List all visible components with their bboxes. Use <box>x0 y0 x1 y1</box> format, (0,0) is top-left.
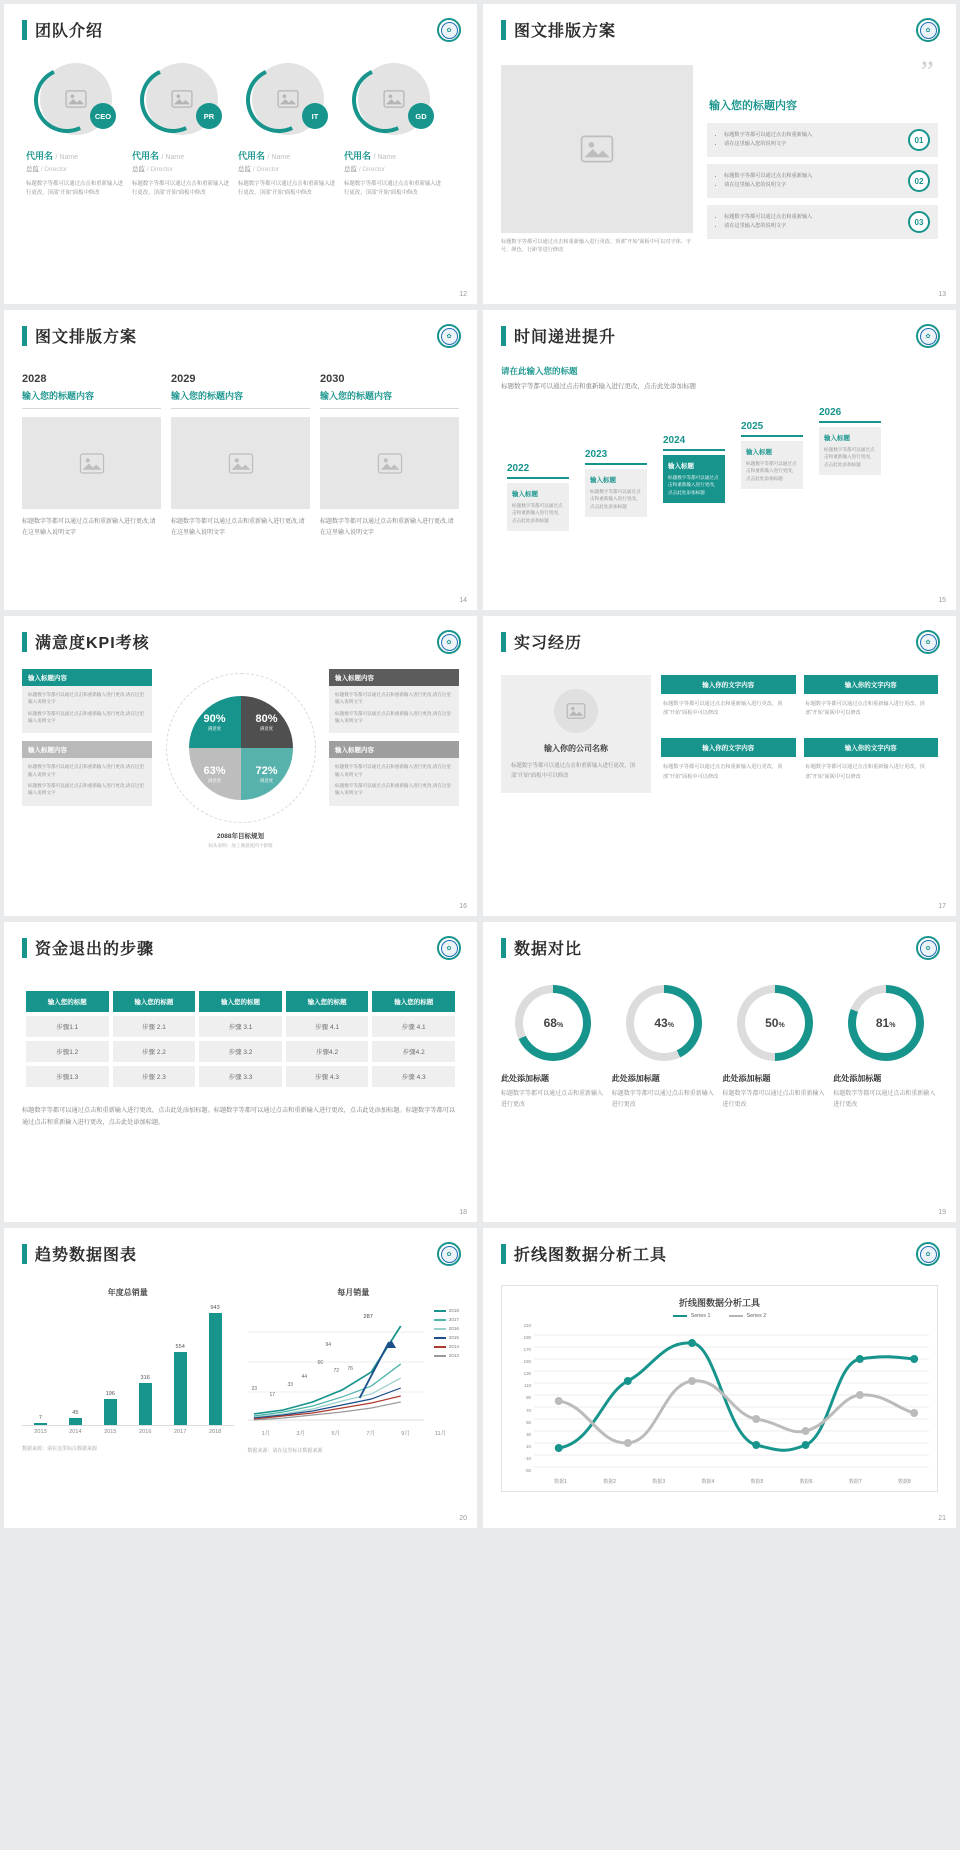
slide-number: 18 <box>459 1209 467 1216</box>
slide-header <box>22 936 459 959</box>
year-column <box>171 373 310 539</box>
slide-number: 12 <box>459 291 467 298</box>
brand-logo-icon: ✿ <box>437 18 461 42</box>
y-tick: -10 <box>524 1455 531 1461</box>
cell-body: 标题数字等都可以通过点击和重新输入进行更改，顶部“开始”面板中可以修改 <box>663 764 783 780</box>
experience-cell <box>661 738 796 793</box>
step-year: 2026 <box>819 406 842 418</box>
pie-note: 2088年目标规划 <box>217 833 264 840</box>
experience-cell <box>804 675 939 730</box>
brand-logo-icon: ✿ <box>437 1242 461 1266</box>
member-description: 标题数字等都可以通过点击和重新输入进行更改，顶部“开始”面板中修改 <box>26 181 124 197</box>
bar-item: 45 <box>63 1302 88 1425</box>
y-tick: 70 <box>526 1407 531 1413</box>
team-member <box>238 63 338 198</box>
table-cell: 步骤 3.3 <box>199 1066 282 1087</box>
kpi-box <box>22 741 152 805</box>
table-cell: 步骤 4.3 <box>286 1066 369 1087</box>
x-tick: 数据8 <box>898 1479 911 1485</box>
bar-item: 554 <box>168 1302 193 1425</box>
y-tick: 170 <box>523 1347 531 1353</box>
x-tick: 数据7 <box>848 1479 862 1485</box>
step-title: 输入标题 <box>746 448 772 456</box>
column-subtitle: 输入您的标题内容 <box>171 391 244 401</box>
table-cell: 步骤 2.2 <box>113 1041 196 1062</box>
title-accent-bar <box>22 938 27 958</box>
legend-entry: 2018 <box>434 1308 459 1313</box>
donut-desc: 标题数字等都可以通过点击和重新输入进行更改 <box>722 1091 825 1108</box>
title-accent-bar <box>501 632 506 652</box>
kpi-box <box>329 741 459 805</box>
donut-item <box>501 985 606 1111</box>
item-number: 03 <box>908 211 930 233</box>
team-member-list <box>22 63 459 198</box>
list-item <box>707 164 938 198</box>
cell-title: 输入你的文字内容 <box>804 738 939 757</box>
y-tick: 130 <box>523 1371 531 1377</box>
legend-entry: 2015 <box>434 1335 459 1340</box>
member-description: 标题数字等都可以通过点击和重新输入进行更改，顶部“开始”面板中修改 <box>238 181 336 197</box>
image-caption: 标题数字等都可以通过点击和重新输入进行更改，顶部“开始”面板中可以对字体、字号、颜色、行距等进行修改 <box>501 239 692 254</box>
x-tick: 11月 <box>434 1431 447 1437</box>
step-desc: 标题数字等都可以通过点击和重新输入进行更改，点击此处添加标题 <box>590 488 641 510</box>
y-tick: 50 <box>526 1419 531 1425</box>
member-badge: PR <box>196 103 222 129</box>
item-line: • 请在这里输入您的说明文字 <box>724 222 900 231</box>
legend-entry: 2014 <box>434 1344 459 1349</box>
brand-logo-icon: ✿ <box>916 1242 940 1266</box>
image-placeholder <box>501 65 693 233</box>
company-description: 标题数字等都可以通过点击和重新输入进行更改，顶部“开始”面板中可以修改 <box>511 763 635 779</box>
x-tick: 1月 <box>261 1431 271 1437</box>
brand-logo-icon: ✿ <box>437 630 461 654</box>
step-desc: 标题数字等都可以通过点击和重新输入进行更改，点击此处添加标题 <box>824 446 875 468</box>
slide-fund-exit-steps <box>4 922 477 1222</box>
page-title: 图文排版方案 <box>35 329 138 346</box>
column-subtitle: 输入您的标题内容 <box>320 391 393 401</box>
lead-block <box>501 365 938 393</box>
pie-subnote: 标头说明：加工满意度四个饼图 <box>208 843 273 848</box>
step-desc: 标题数字等都可以通过点击和重新输入进行更改，点击此处添加标题 <box>746 460 797 482</box>
kpi-line: 标题数字等都可以通过点击和重新输入进行更改,请在这里输入说明文字 <box>28 783 145 796</box>
x-tick: 2015 <box>104 1429 117 1435</box>
slide-number: 20 <box>459 1515 467 1522</box>
donut-desc: 标题数字等都可以通过点击和重新输入进行更改 <box>833 1091 936 1108</box>
item-line: • 标题数字等都可以通过点击和重新输入 <box>724 213 900 222</box>
table-cell: 步骤4.2 <box>286 1041 369 1062</box>
x-tick: 数据6 <box>799 1479 813 1485</box>
year-label: 2030 <box>320 373 345 385</box>
donut-title: 此处添加标题 <box>722 1074 771 1083</box>
column-subtitle: 输入您的标题内容 <box>22 391 95 401</box>
line-chart <box>534 1323 929 1473</box>
x-tick: 2013 <box>34 1429 47 1435</box>
image-placeholder <box>320 417 459 509</box>
kpi-box <box>22 669 152 733</box>
column-text: 标题数字等都可以通过点击和重新输入进行更改,请在这里输入说明文字 <box>22 519 156 536</box>
bar-item: 943 <box>203 1302 228 1425</box>
member-description: 标题数字等都可以通过点击和重新输入进行更改，顶部“开始”面板中修改 <box>132 181 230 197</box>
item-line: • 标题数字等都可以通过点击和重新输入 <box>724 172 900 181</box>
donut-item <box>833 985 938 1111</box>
kpi-pie-chart <box>156 669 325 849</box>
page-title: 满意度KPI考核 <box>35 635 150 652</box>
chart-title: 折线图数据分析工具 <box>678 1298 760 1308</box>
slide-internship <box>483 616 956 916</box>
slide-header <box>501 324 938 347</box>
brand-logo-icon: ✿ <box>916 324 940 348</box>
kpi-box-title: 输入标题内容 <box>22 741 152 758</box>
item-number: 01 <box>908 129 930 151</box>
company-name: 输入你的公司名称 <box>544 744 608 753</box>
member-description: 标题数字等都可以通过点击和重新输入进行更改，顶部“开始”面板中修改 <box>344 181 442 197</box>
step-desc: 标题数字等都可以通过点击和重新输入进行更改，点击此处添加标题 <box>512 502 563 524</box>
slide-data-comparison <box>483 922 956 1222</box>
slide-kpi-satisfaction <box>4 616 477 916</box>
year-column <box>22 373 161 539</box>
slide-number: 13 <box>938 291 946 298</box>
donut-chart: 43% <box>626 985 702 1061</box>
member-role: 总监 / Director <box>26 166 68 173</box>
step-title: 输入标题 <box>512 490 538 498</box>
kpi-box <box>329 669 459 733</box>
team-member <box>132 63 232 198</box>
image-placeholder <box>171 417 310 509</box>
timeline-step <box>741 421 803 489</box>
page-title: 资金退出的步骤 <box>35 941 155 958</box>
table-cell: 步骤 3.1 <box>199 1016 282 1037</box>
page-title: 折线图数据分析工具 <box>514 1247 668 1264</box>
item-line: • 请在这里输入您的说明文字 <box>724 140 900 149</box>
kpi-line: 标题数字等都可以通过点击和重新输入进行更改,请在这里输入说明文字 <box>28 710 145 724</box>
x-tick: 数据5 <box>750 1479 764 1485</box>
legend-entry: 2013 <box>434 1353 459 1358</box>
step-year: 2023 <box>585 448 608 460</box>
slide-header <box>501 18 938 41</box>
kpi-line: 标题数字等都可以通过点击和重新输入进行更改,请在这里输入说明文字 <box>28 764 145 777</box>
section-heading: 输入您的标题内容 <box>709 100 797 112</box>
chart-x-axis <box>510 1478 929 1485</box>
x-tick: 2018 <box>208 1429 222 1435</box>
slide-number: 16 <box>459 903 467 910</box>
year-column <box>320 373 459 539</box>
legend-entry: Series 1 <box>673 1313 711 1319</box>
cell-body: 标题数字等都可以通过点击和重新输入进行更改，顶部“开始”面板中可以修改 <box>805 701 925 717</box>
slide-header <box>22 630 459 653</box>
list-item <box>707 123 938 157</box>
slide-header <box>501 936 938 959</box>
cell-body: 标题数字等都可以通过点击和重新输入进行更改，顶部“开始”面板中可以修改 <box>805 764 925 780</box>
brand-logo-icon: ✿ <box>916 18 940 42</box>
column-header: 输入您的标题 <box>372 991 455 1012</box>
slide-number: 17 <box>938 903 946 910</box>
kpi-line: 标题数字等都可以通过点击和重新输入进行更改,请在这里输入说明文字 <box>28 692 145 705</box>
table-note: 标题数字等都可以通过点击和重新输入进行更改，点击此处添加标题。标题数字等都可以通过点击和重新输入进行更改，点击此处添加标题。标题数字等都可以通过点击和重新输入进行更改，点击此处添加标题。 <box>22 1107 456 1126</box>
slide-timeline-progress <box>483 310 956 610</box>
image-placeholder <box>22 417 161 509</box>
table-cell: 步骤1.3 <box>26 1066 109 1087</box>
member-role: 总监 / Director <box>132 166 174 173</box>
team-member <box>344 63 444 198</box>
kpi-line: 标题数字等都可以通过点击和重新输入进行更改,请在这里输入说明文字 <box>335 692 452 705</box>
page-title: 团队介绍 <box>35 23 104 40</box>
chart-source: 数据来源：请在这里标注数据来源 <box>22 1446 98 1452</box>
timeline-step <box>585 449 647 517</box>
timeline-step <box>819 407 881 475</box>
kpi-box-title: 输入标题内容 <box>329 741 459 758</box>
legend-entry: 2016 <box>434 1326 459 1331</box>
chart-source: 数据来源：请在这里标注数据来源 <box>247 1448 323 1454</box>
title-accent-bar <box>501 938 506 958</box>
kpi-right-column <box>329 669 459 849</box>
x-tick: 数据4 <box>701 1479 715 1485</box>
member-name: 代用名 / Name <box>132 151 185 161</box>
donut-chart: 68% <box>515 985 591 1061</box>
timeline-step <box>507 463 569 531</box>
steps-table <box>22 987 459 1091</box>
slide-header <box>22 324 459 347</box>
table-cell: 步骤 4.1 <box>372 1016 455 1037</box>
chart-legend <box>510 1313 929 1319</box>
kpi-box-title: 输入标题内容 <box>329 669 459 686</box>
title-accent-bar <box>22 20 27 40</box>
member-name: 代用名 / Name <box>26 151 79 161</box>
cell-body: 标题数字等都可以通过点击和重新输入进行更改，顶部“开始”面板中可以修改 <box>663 701 783 717</box>
quote-mark-icon: ” <box>920 55 934 88</box>
experience-cell <box>804 738 939 793</box>
page-title: 趋势数据图表 <box>35 1247 138 1264</box>
chart-title: 每月销量 <box>337 1288 370 1297</box>
donut-chart: 50% <box>737 985 813 1061</box>
chart-title: 年度总销量 <box>107 1288 148 1297</box>
title-accent-bar <box>22 1244 27 1264</box>
table-row <box>26 1016 455 1037</box>
kpi-line: 标题数字等都可以通过点击和重新输入进行更改,请在这里输入说明文字 <box>335 764 452 777</box>
cell-title: 输入你的文字内容 <box>661 738 796 757</box>
slide-number: 21 <box>938 1515 946 1522</box>
bar-chart <box>22 1302 234 1426</box>
y-tick: 30 <box>526 1431 531 1437</box>
x-tick: 2014 <box>69 1429 82 1435</box>
page-title: 时间递进提升 <box>514 329 617 346</box>
member-badge: CEO <box>90 103 116 129</box>
x-tick: 7月 <box>366 1431 376 1437</box>
x-tick: 5月 <box>331 1431 341 1437</box>
chart-container <box>501 1285 938 1492</box>
member-role: 总监 / Director <box>238 166 280 173</box>
table-row <box>26 1041 455 1062</box>
y-tick: 210 <box>523 1323 531 1328</box>
cell-title: 输入你的文字内容 <box>661 675 796 694</box>
kpi-left-column <box>22 669 152 849</box>
bar-chart-panel <box>22 1287 234 1454</box>
donut-item <box>612 985 717 1111</box>
slide-trend-charts <box>4 1228 477 1528</box>
pie-quadrant: 90% 满意度 <box>189 696 241 748</box>
table-cell: 步骤 4.3 <box>372 1066 455 1087</box>
step-title: 输入标题 <box>590 476 616 484</box>
list-item <box>707 205 938 239</box>
bar-item: 316 <box>133 1302 158 1425</box>
title-accent-bar <box>501 20 506 40</box>
item-line: • 标题数字等都可以通过点击和重新输入 <box>724 131 900 140</box>
kpi-line: 标题数字等都可以通过点击和重新输入进行更改,请在这里输入说明文字 <box>335 783 452 796</box>
column-text: 标题数字等都可以通过点击和重新输入进行更改,请在这里输入说明文字 <box>320 519 454 536</box>
member-name: 代用名 / Name <box>238 151 291 161</box>
experience-cell <box>661 675 796 730</box>
slide-header <box>501 1242 938 1265</box>
title-accent-bar <box>501 1244 506 1264</box>
cell-title: 输入你的文字内容 <box>804 675 939 694</box>
y-tick: -30 <box>524 1467 531 1473</box>
table-cell: 步骤 4.1 <box>286 1016 369 1037</box>
table-cell: 步骤4.2 <box>372 1041 455 1062</box>
slide-layout-plan-a <box>483 4 956 304</box>
table-cell: 步骤 3.2 <box>199 1041 282 1062</box>
title-accent-bar <box>22 632 27 652</box>
bar-x-axis <box>22 1426 234 1435</box>
y-tick: 90 <box>526 1395 531 1401</box>
x-tick: 数据1 <box>554 1479 567 1485</box>
kpi-line: 标题数字等都可以通过点击和重新输入进行更改,请在这里输入说明文字 <box>335 710 452 724</box>
company-card <box>501 675 651 793</box>
column-header: 输入您的标题 <box>199 991 282 1012</box>
step-year: 2022 <box>507 462 530 474</box>
step-title: 输入标题 <box>668 462 694 470</box>
title-accent-bar <box>501 326 506 346</box>
column-header: 输入您的标题 <box>26 991 109 1012</box>
donut-desc: 标题数字等都可以通过点击和重新输入进行更改 <box>611 1091 714 1108</box>
lead-text: 标题数字等都可以通过点击和重新输入进行更改，点击此处添加标题 <box>501 383 696 390</box>
x-tick: 数据2 <box>603 1479 617 1485</box>
y-tick: 150 <box>523 1359 531 1365</box>
y-tick: 190 <box>523 1335 531 1341</box>
chart-legend <box>434 1308 459 1362</box>
column-header: 输入您的标题 <box>286 991 369 1012</box>
company-image-placeholder-icon <box>554 689 598 733</box>
kpi-box-title: 输入标题内容 <box>22 669 152 686</box>
brand-logo-icon: ✿ <box>916 936 940 960</box>
item-number: 02 <box>908 170 930 192</box>
slide-number: 19 <box>938 1209 946 1216</box>
step-year: 2025 <box>741 420 764 432</box>
donut-chart: 81% <box>848 985 924 1061</box>
slide-header <box>501 630 938 653</box>
slide-line-chart-tool <box>483 1228 956 1528</box>
title-accent-bar <box>22 326 27 346</box>
slide-number: 15 <box>938 597 946 604</box>
donut-item <box>723 985 828 1111</box>
table-cell: 步骤1.2 <box>26 1041 109 1062</box>
donut-title: 此处添加标题 <box>833 1074 882 1083</box>
donut-title: 此处添加标题 <box>611 1074 660 1083</box>
team-member <box>26 63 126 198</box>
member-name: 代用名 / Name <box>344 151 397 161</box>
x-tick: 数据3 <box>652 1479 666 1485</box>
x-tick: 3月 <box>296 1431 306 1437</box>
page-title: 数据对比 <box>514 941 583 958</box>
step-title: 输入标题 <box>824 434 850 442</box>
brand-logo-icon: ✿ <box>437 936 461 960</box>
slide-layout-plan-b <box>4 310 477 610</box>
y-tick: 10 <box>526 1443 531 1449</box>
brand-logo-icon: ✿ <box>916 630 940 654</box>
lead-heading: 请在此输入您的标题 <box>501 366 578 376</box>
legend-entry: Series 2 <box>729 1313 767 1319</box>
donut-title: 此处添加标题 <box>501 1074 549 1083</box>
step-year: 2024 <box>663 434 686 446</box>
timeline-step-active <box>663 435 725 503</box>
donut-group <box>501 985 938 1111</box>
column-header: 输入您的标题 <box>113 991 196 1012</box>
line-chart-panel <box>248 1287 460 1454</box>
slide-number: 14 <box>459 597 467 604</box>
timeline-steps <box>501 397 938 537</box>
item-line: • 请在这里输入您的说明文字 <box>724 181 900 190</box>
column-text: 标题数字等都可以通过点击和重新输入进行更改,请在这里输入说明文字 <box>171 519 305 536</box>
pie-quadrant: 72% 满意度 <box>241 748 293 800</box>
table-cell: 步骤 2.3 <box>113 1066 196 1087</box>
table-header-row <box>26 991 455 1012</box>
member-badge: GD <box>408 103 434 129</box>
x-tick: 2017 <box>173 1429 187 1435</box>
slide-header <box>22 18 459 41</box>
line-chart: 23 17 33 44 66 72 76 94 287 2018 2017 2016 2015 2014 2013 <box>248 1302 460 1426</box>
member-role: 总监 / Director <box>344 166 386 173</box>
slide-header <box>22 1242 459 1265</box>
table-row <box>26 1066 455 1087</box>
year-label: 2028 <box>22 373 47 385</box>
brand-logo-icon: ✿ <box>437 324 461 348</box>
pie-quadrant: 80% 满意度 <box>241 696 293 748</box>
page-title: 实习经历 <box>514 635 583 652</box>
page-title: 图文排版方案 <box>514 23 617 40</box>
bar-item: 196 <box>98 1302 123 1425</box>
table-cell: 步骤1.1 <box>26 1016 109 1037</box>
x-tick: 2016 <box>139 1429 152 1435</box>
bar-item: 7 <box>28 1302 53 1425</box>
slide-team-intro <box>4 4 477 304</box>
y-tick: 110 <box>524 1383 531 1389</box>
table-cell: 步骤 2.1 <box>113 1016 196 1037</box>
pie-quadrant: 63% 满意度 <box>189 748 241 800</box>
step-desc: 标题数字等都可以通过点击和重新输入进行更改，点击此处添加标题 <box>668 474 719 496</box>
line-x-axis <box>248 1426 460 1437</box>
legend-entry: 2017 <box>434 1317 459 1322</box>
year-label: 2029 <box>171 373 196 385</box>
member-badge: IT <box>302 103 328 129</box>
donut-desc: 标题数字等都可以通过点击和重新输入进行更改 <box>501 1091 604 1108</box>
x-tick: 9月 <box>401 1431 410 1437</box>
